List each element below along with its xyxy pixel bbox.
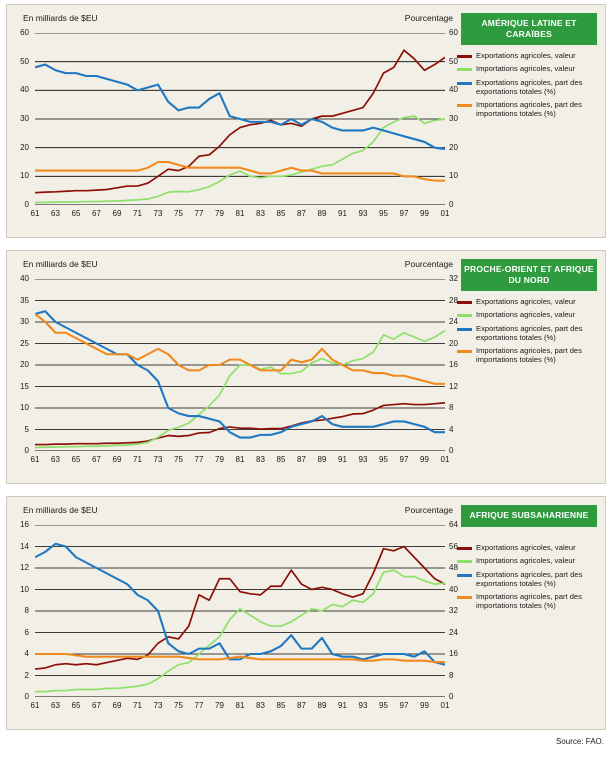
x-tick: 85	[276, 209, 286, 218]
y-tick-left: 4	[24, 649, 29, 658]
legend-label: Exportations agricoles, part des exportations totales (%)	[476, 77, 583, 96]
x-tick: 79	[215, 209, 224, 218]
y-tick-left: 35	[20, 295, 29, 305]
x-tick: 89	[317, 455, 327, 464]
legend-label: Exportations agricoles, valeur	[476, 543, 576, 552]
x-tick: 87	[297, 209, 306, 218]
x-tick: 63	[51, 455, 60, 464]
legend-label: Importations agricoles, part des importations totales (%)	[476, 346, 582, 365]
x-tick: 81	[235, 455, 245, 464]
y-tick-left: 15	[20, 381, 29, 391]
legend-item	[457, 324, 599, 343]
y-tick-right: 0	[449, 692, 454, 701]
legend-swatch	[457, 328, 472, 331]
x-tick: 71	[133, 209, 142, 218]
plot-area-2	[35, 525, 445, 697]
legend-2	[457, 543, 599, 615]
x-tick: 67	[92, 701, 101, 710]
y-tick-left: 14	[20, 541, 29, 551]
chart-svg	[35, 525, 445, 697]
x-tick: 93	[358, 455, 368, 464]
plot-area-1	[35, 279, 445, 451]
x-tick: 97	[399, 209, 409, 218]
x-tick: 79	[215, 701, 224, 710]
series-line-2	[35, 65, 445, 150]
x-tick: 77	[194, 701, 204, 710]
y-tick-right: 50	[449, 56, 458, 66]
x-tick: 77	[194, 455, 204, 464]
y-tick-right: 24	[449, 317, 458, 326]
y-tick-right: 12	[449, 381, 458, 391]
x-tick: 73	[153, 701, 163, 710]
x-tick: 83	[256, 701, 265, 710]
plot-area-0	[35, 33, 445, 205]
x-tick: 91	[338, 209, 347, 218]
chart-svg	[35, 33, 445, 205]
y-tick-left: 20	[20, 142, 29, 152]
y-tick-left: 12	[20, 563, 29, 572]
legend-swatch	[457, 68, 472, 71]
legend-label: Exportations agricoles, part des exportations totales (%)	[476, 569, 583, 588]
legend-label: Importations agricoles, valeur	[476, 64, 576, 74]
y-tick-left: 30	[20, 114, 29, 123]
y-tick-right: 16	[449, 649, 458, 658]
x-tick: 65	[71, 209, 81, 218]
y-tick-right: 40	[449, 584, 458, 594]
chart-panel-latin-america	[6, 4, 606, 238]
legend-item	[457, 543, 599, 552]
legend-swatch	[457, 82, 472, 85]
legend-1	[457, 297, 599, 369]
x-tick: 83	[256, 209, 265, 218]
region-badge: PROCHE-ORIENT ET AFRIQUE DU NORD	[461, 259, 597, 291]
chart-svg	[35, 279, 445, 451]
source-note: Source: FAO.	[555, 737, 604, 746]
y-tick-right: 32	[449, 274, 458, 283]
x-tick: 63	[51, 701, 60, 710]
legend-item	[457, 310, 599, 319]
y-tick-left: 0	[24, 692, 29, 701]
legend-swatch	[457, 596, 472, 599]
legend-item	[457, 570, 599, 589]
legend-label: Exportations agricoles, part des exportations totales (%)	[476, 323, 583, 342]
legend-item	[457, 64, 599, 73]
left-axis-title: En milliards de $EU	[23, 505, 98, 515]
x-tick: 91	[338, 701, 347, 710]
y-tick-right: 0	[449, 200, 454, 209]
legend-label: Importations agricoles, part des importations totales (%)	[476, 592, 582, 611]
x-tick: 91	[338, 455, 347, 464]
x-tick: 77	[194, 209, 204, 218]
legend-item	[457, 78, 599, 97]
series-line-2	[35, 311, 445, 437]
x-tick: 95	[379, 701, 388, 710]
left-axis-title: En milliards de $EU	[23, 13, 98, 23]
right-axis-title: Pourcentage	[404, 13, 453, 23]
y-tick-left: 40	[20, 85, 29, 95]
legend-item	[457, 297, 599, 306]
x-tick: 69	[112, 701, 122, 710]
x-tick: 63	[51, 209, 60, 218]
legend-label: Importations agricoles, valeur	[476, 310, 576, 320]
y-tick-left: 30	[20, 317, 29, 326]
y-tick-left: 16	[20, 520, 29, 529]
x-tick: 73	[153, 455, 163, 464]
legend-label: Importations agricoles, valeur	[476, 556, 576, 566]
region-badge: AFRIQUE SUBSAHARIENNE	[461, 505, 597, 527]
x-tick: 75	[174, 209, 183, 218]
legend-label: Exportations agricoles, valeur	[476, 51, 576, 60]
y-tick-left: 60	[20, 28, 29, 37]
legend-swatch	[457, 104, 472, 107]
legend-swatch	[457, 574, 472, 577]
y-tick-right: 4	[449, 424, 454, 434]
y-tick-left: 2	[24, 670, 29, 680]
y-tick-left: 10	[20, 171, 29, 181]
series-line-2	[35, 544, 445, 665]
y-tick-right: 40	[449, 85, 458, 95]
y-tick-right: 56	[449, 541, 458, 551]
y-tick-right: 32	[449, 606, 458, 615]
y-tick-right: 20	[449, 142, 458, 152]
x-tick: 75	[174, 455, 183, 464]
x-tick: 69	[112, 455, 122, 464]
x-tick: 67	[92, 209, 101, 218]
x-tick: 73	[153, 209, 163, 218]
y-tick-left: 50	[20, 56, 29, 66]
y-tick-right: 30	[449, 114, 458, 123]
y-tick-left: 6	[24, 627, 29, 637]
series-line-0	[35, 547, 445, 670]
y-tick-left: 10	[20, 403, 29, 412]
x-tick: 97	[399, 455, 409, 464]
chart-panel-near-east-north-africa	[6, 250, 606, 484]
y-tick-right: 28	[449, 295, 458, 305]
legend-item	[457, 100, 599, 119]
x-tick: 81	[235, 209, 245, 218]
x-tick: 65	[71, 701, 81, 710]
x-tick: 65	[71, 455, 81, 464]
y-tick-right: 60	[449, 28, 458, 37]
region-badge: AMÉRIQUE LATINE ET CARAÏBES	[461, 13, 597, 45]
x-tick: 67	[92, 455, 101, 464]
x-tick: 93	[358, 209, 368, 218]
y-tick-right: 8	[449, 670, 454, 680]
x-tick: 97	[399, 701, 409, 710]
x-tick: 99	[420, 701, 429, 710]
legend-item	[457, 556, 599, 565]
legend-label: Exportations agricoles, valeur	[476, 297, 576, 306]
x-tick: 95	[379, 455, 388, 464]
x-tick: 85	[276, 701, 286, 710]
series-line-1	[35, 570, 445, 691]
x-tick: 79	[215, 455, 224, 464]
y-tick-right: 8	[449, 403, 454, 412]
y-tick-left: 5	[24, 424, 29, 434]
y-tick-right: 20	[449, 338, 458, 348]
x-tick: 87	[297, 455, 306, 464]
x-tick: 89	[317, 701, 327, 710]
right-axis-title: Pourcentage	[404, 259, 453, 269]
y-tick-right: 48	[449, 563, 458, 572]
legend-item	[457, 346, 599, 365]
x-tick: 95	[379, 209, 388, 218]
x-tick: 81	[235, 701, 245, 710]
chart-panel-sub-saharan-africa	[6, 496, 606, 730]
legend-item	[457, 592, 599, 611]
left-axis-title: En milliards de $EU	[23, 259, 98, 269]
x-tick: 83	[256, 455, 265, 464]
y-tick-left: 20	[20, 360, 29, 369]
y-tick-left: 40	[20, 274, 29, 283]
x-tick: 01	[440, 701, 450, 710]
legend-swatch	[457, 350, 472, 353]
x-tick: 75	[174, 701, 183, 710]
x-tick: 85	[276, 455, 286, 464]
y-tick-right: 24	[449, 627, 458, 637]
x-tick: 61	[30, 701, 40, 710]
y-tick-left: 10	[20, 584, 29, 594]
y-tick-left: 0	[24, 446, 29, 455]
x-tick: 87	[297, 701, 306, 710]
y-tick-left: 0	[24, 200, 29, 209]
series-line-3	[35, 314, 445, 384]
y-tick-right: 0	[449, 446, 454, 455]
x-tick: 89	[317, 209, 327, 218]
y-tick-right: 10	[449, 171, 458, 181]
legend-item	[457, 51, 599, 60]
legend-0	[457, 51, 599, 123]
x-tick: 99	[420, 209, 429, 218]
x-tick: 61	[30, 455, 40, 464]
series-line-3	[35, 654, 445, 662]
x-tick: 99	[420, 455, 429, 464]
legend-label: Importations agricoles, part des importations totales (%)	[476, 100, 582, 119]
x-tick: 69	[112, 209, 122, 218]
x-tick: 61	[30, 209, 40, 218]
x-tick: 01	[440, 209, 450, 218]
y-tick-right: 16	[449, 360, 458, 369]
x-tick: 71	[133, 455, 142, 464]
y-tick-right: 64	[449, 520, 458, 529]
y-tick-left: 25	[20, 338, 29, 348]
x-tick: 71	[133, 701, 142, 710]
x-tick: 93	[358, 701, 368, 710]
y-tick-left: 8	[24, 606, 29, 615]
right-axis-title: Pourcentage	[404, 505, 453, 515]
x-tick: 01	[440, 455, 450, 464]
